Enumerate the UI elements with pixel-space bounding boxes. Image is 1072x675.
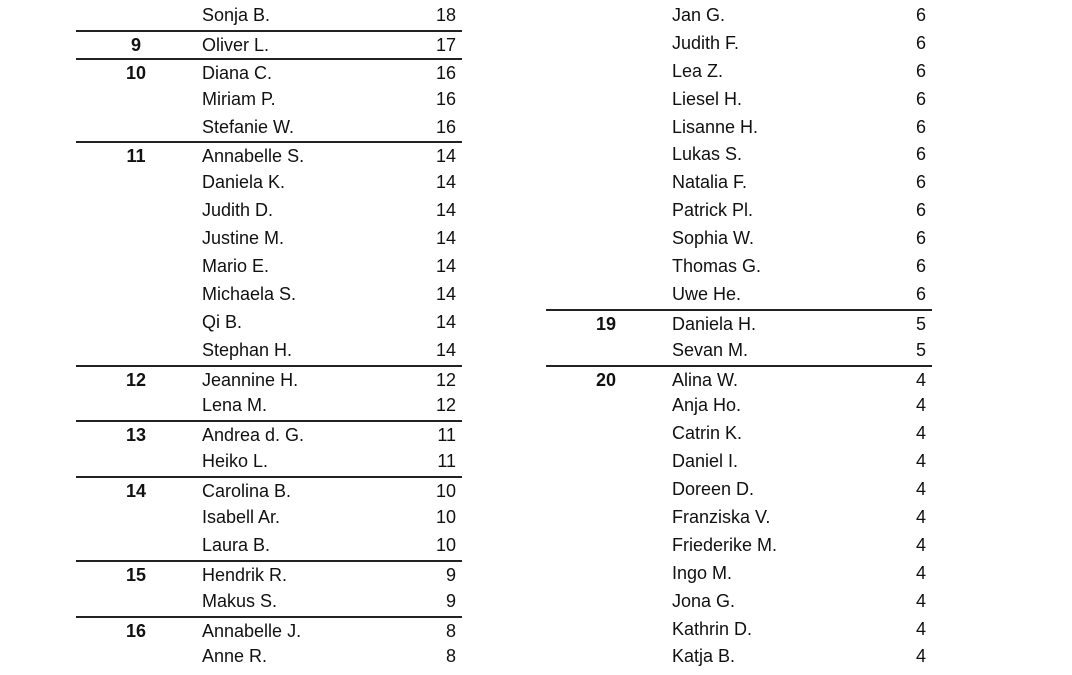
name-cell: Friederike M. <box>672 534 778 555</box>
rank-cell: 20 <box>595 369 617 390</box>
name-cell: Lena M. <box>202 395 268 416</box>
score-cell: 8 <box>445 620 456 641</box>
ranking-row <box>76 616 462 644</box>
score-cell: 14 <box>435 172 456 193</box>
ranking-row <box>546 114 932 142</box>
score-cell: 14 <box>435 339 456 360</box>
score-cell: 14 <box>435 146 456 167</box>
score-cell: 16 <box>435 62 456 83</box>
ranking-row <box>546 588 932 616</box>
name-cell: Lisanne H. <box>672 116 759 137</box>
score-cell: 6 <box>915 228 926 249</box>
ranking-row <box>546 197 932 225</box>
ranking-row <box>546 225 932 253</box>
ranking-row <box>76 392 462 420</box>
name-cell: Jeannine H. <box>202 369 299 390</box>
score-cell: 5 <box>915 339 926 360</box>
score-cell: 11 <box>437 425 456 446</box>
ranking-row <box>546 643 932 671</box>
ranking-row <box>546 30 932 58</box>
name-cell: Qi B. <box>202 311 243 332</box>
ranking-row <box>76 114 462 142</box>
ranking-row <box>76 58 462 86</box>
rank-cell: 14 <box>125 481 147 502</box>
ranking-row <box>76 86 462 114</box>
name-cell: Liesel H. <box>672 88 743 109</box>
score-cell: 4 <box>915 562 926 583</box>
score-cell: 12 <box>435 369 456 390</box>
score-cell: 14 <box>435 200 456 221</box>
ranking-row <box>76 309 462 337</box>
ranking-table-right <box>546 2 932 671</box>
score-cell: 6 <box>915 172 926 193</box>
name-cell: Justine M. <box>202 228 285 249</box>
name-cell: Katja B. <box>672 646 736 667</box>
name-cell: Heiko L. <box>202 451 269 472</box>
name-cell: Oliver L. <box>202 34 270 55</box>
name-cell: Annabelle S. <box>202 146 305 167</box>
score-cell: 4 <box>915 479 926 500</box>
ranking-row <box>546 58 932 86</box>
score-cell: 10 <box>435 534 456 555</box>
name-cell: Judith F. <box>672 32 740 53</box>
ranking-row <box>76 281 462 309</box>
score-cell: 10 <box>435 481 456 502</box>
name-cell: Daniela K. <box>202 172 286 193</box>
ranking-row <box>546 476 932 504</box>
ranking-row <box>546 448 932 476</box>
name-cell: Doreen D. <box>672 479 755 500</box>
ranking-row <box>546 2 932 30</box>
name-cell: Mario E. <box>202 256 270 277</box>
name-cell: Uwe He. <box>672 283 742 304</box>
ranking-row <box>546 169 932 197</box>
score-cell: 4 <box>915 590 926 611</box>
rank-cell: 12 <box>125 369 147 390</box>
name-cell: Kathrin D. <box>672 618 753 639</box>
score-cell: 14 <box>435 256 456 277</box>
rank-cell: 16 <box>125 620 147 641</box>
name-cell: Lukas S. <box>672 144 743 165</box>
ranking-row <box>546 281 932 309</box>
ranking-row <box>546 337 932 365</box>
score-cell: 6 <box>915 60 926 81</box>
name-cell: Jan G. <box>672 5 726 25</box>
score-cell: 14 <box>435 311 456 332</box>
name-cell: Sophia W. <box>672 228 755 249</box>
name-cell: Stefanie W. <box>202 116 295 137</box>
name-cell: Makus S. <box>202 590 278 611</box>
name-cell: Diana C. <box>202 62 273 83</box>
ranking-row <box>76 532 462 560</box>
ranking-row <box>76 420 462 448</box>
score-cell: 4 <box>915 534 926 555</box>
name-cell: Andrea d. G. <box>202 425 305 446</box>
score-cell: 5 <box>915 313 926 334</box>
name-cell: Annabelle J. <box>202 620 302 641</box>
score-cell: 4 <box>915 646 926 667</box>
score-cell: 6 <box>915 256 926 277</box>
score-cell: 16 <box>435 88 456 109</box>
ranking-row <box>546 365 932 393</box>
score-cell: 6 <box>915 116 926 137</box>
ranking-row <box>546 616 932 644</box>
ranking-row <box>76 197 462 225</box>
ranking-row <box>76 253 462 281</box>
ranking-row <box>546 560 932 588</box>
ranking-row <box>546 309 932 337</box>
score-cell: 4 <box>915 395 926 416</box>
ranking-row <box>546 504 932 532</box>
ranking-row <box>546 86 932 114</box>
name-cell: Sonja B. <box>202 5 271 25</box>
rank-cell: 15 <box>125 564 147 585</box>
ranking-table-left <box>76 2 462 671</box>
ranking-row <box>76 337 462 365</box>
name-cell: Daniel I. <box>672 451 739 472</box>
rank-cell: 11 <box>126 146 146 167</box>
score-cell: 6 <box>915 32 926 53</box>
name-cell: Ingo M. <box>672 562 733 583</box>
ranking-row <box>76 448 462 476</box>
rank-cell: 19 <box>595 313 617 334</box>
ranking-row <box>76 225 462 253</box>
ranking-row <box>546 532 932 560</box>
rank-cell: 13 <box>125 425 147 446</box>
ranking-row <box>546 141 932 169</box>
score-cell: 6 <box>915 88 926 109</box>
rank-cell: 10 <box>125 62 147 83</box>
name-cell: Lea Z. <box>672 60 724 81</box>
score-cell: 10 <box>435 507 456 528</box>
name-cell: Anja Ho. <box>672 395 742 416</box>
name-cell: Natalia F. <box>672 172 748 193</box>
score-cell: 16 <box>435 116 456 137</box>
score-cell: 17 <box>435 34 456 55</box>
ranking-row <box>76 365 462 393</box>
score-cell: 6 <box>915 200 926 221</box>
score-cell: 12 <box>435 395 456 416</box>
score-cell: 9 <box>445 564 456 585</box>
score-cell: 4 <box>915 507 926 528</box>
name-cell: Michaela S. <box>202 283 297 304</box>
score-cell: 4 <box>915 618 926 639</box>
ranking-row <box>76 588 462 616</box>
ranking-row <box>76 30 462 58</box>
score-cell: 4 <box>915 369 926 390</box>
name-cell: Catrin K. <box>672 423 743 444</box>
name-cell: Jona G. <box>672 590 736 611</box>
name-cell: Alina W. <box>672 369 739 390</box>
score-cell: 4 <box>915 423 926 444</box>
score-cell: 6 <box>915 144 926 165</box>
ranking-row <box>76 560 462 588</box>
ranking-row <box>76 2 462 30</box>
ranking-row <box>546 392 932 420</box>
score-cell: 14 <box>435 283 456 304</box>
score-cell: 14 <box>435 228 456 249</box>
name-cell: Sevan M. <box>672 339 749 360</box>
name-cell: Hendrik R. <box>202 564 288 585</box>
name-cell: Patrick Pl. <box>672 200 754 221</box>
name-cell: Daniela H. <box>672 313 757 334</box>
name-cell: Thomas G. <box>672 256 762 277</box>
name-cell: Anne R. <box>202 646 268 667</box>
score-cell: 6 <box>915 5 926 25</box>
score-cell: 6 <box>915 283 926 304</box>
ranking-row <box>546 253 932 281</box>
ranking-row <box>76 169 462 197</box>
score-cell: 4 <box>915 451 926 472</box>
score-cell: 8 <box>445 646 456 667</box>
name-cell: Franziska V. <box>672 507 771 528</box>
name-cell: Laura B. <box>202 534 271 555</box>
score-cell: 11 <box>437 451 456 472</box>
name-cell: Carolina B. <box>202 481 292 502</box>
ranking-row <box>76 504 462 532</box>
score-cell: 18 <box>435 5 456 25</box>
name-cell: Judith D. <box>202 200 274 221</box>
name-cell: Isabell Ar. <box>202 507 281 528</box>
name-cell: Miriam P. <box>202 88 276 109</box>
name-cell: Stephan H. <box>202 339 293 360</box>
ranking-row <box>546 420 932 448</box>
score-cell: 9 <box>445 590 456 611</box>
ranking-row <box>76 141 462 169</box>
rank-cell: 9 <box>130 34 141 55</box>
ranking-row <box>76 643 462 671</box>
ranking-row <box>76 476 462 504</box>
